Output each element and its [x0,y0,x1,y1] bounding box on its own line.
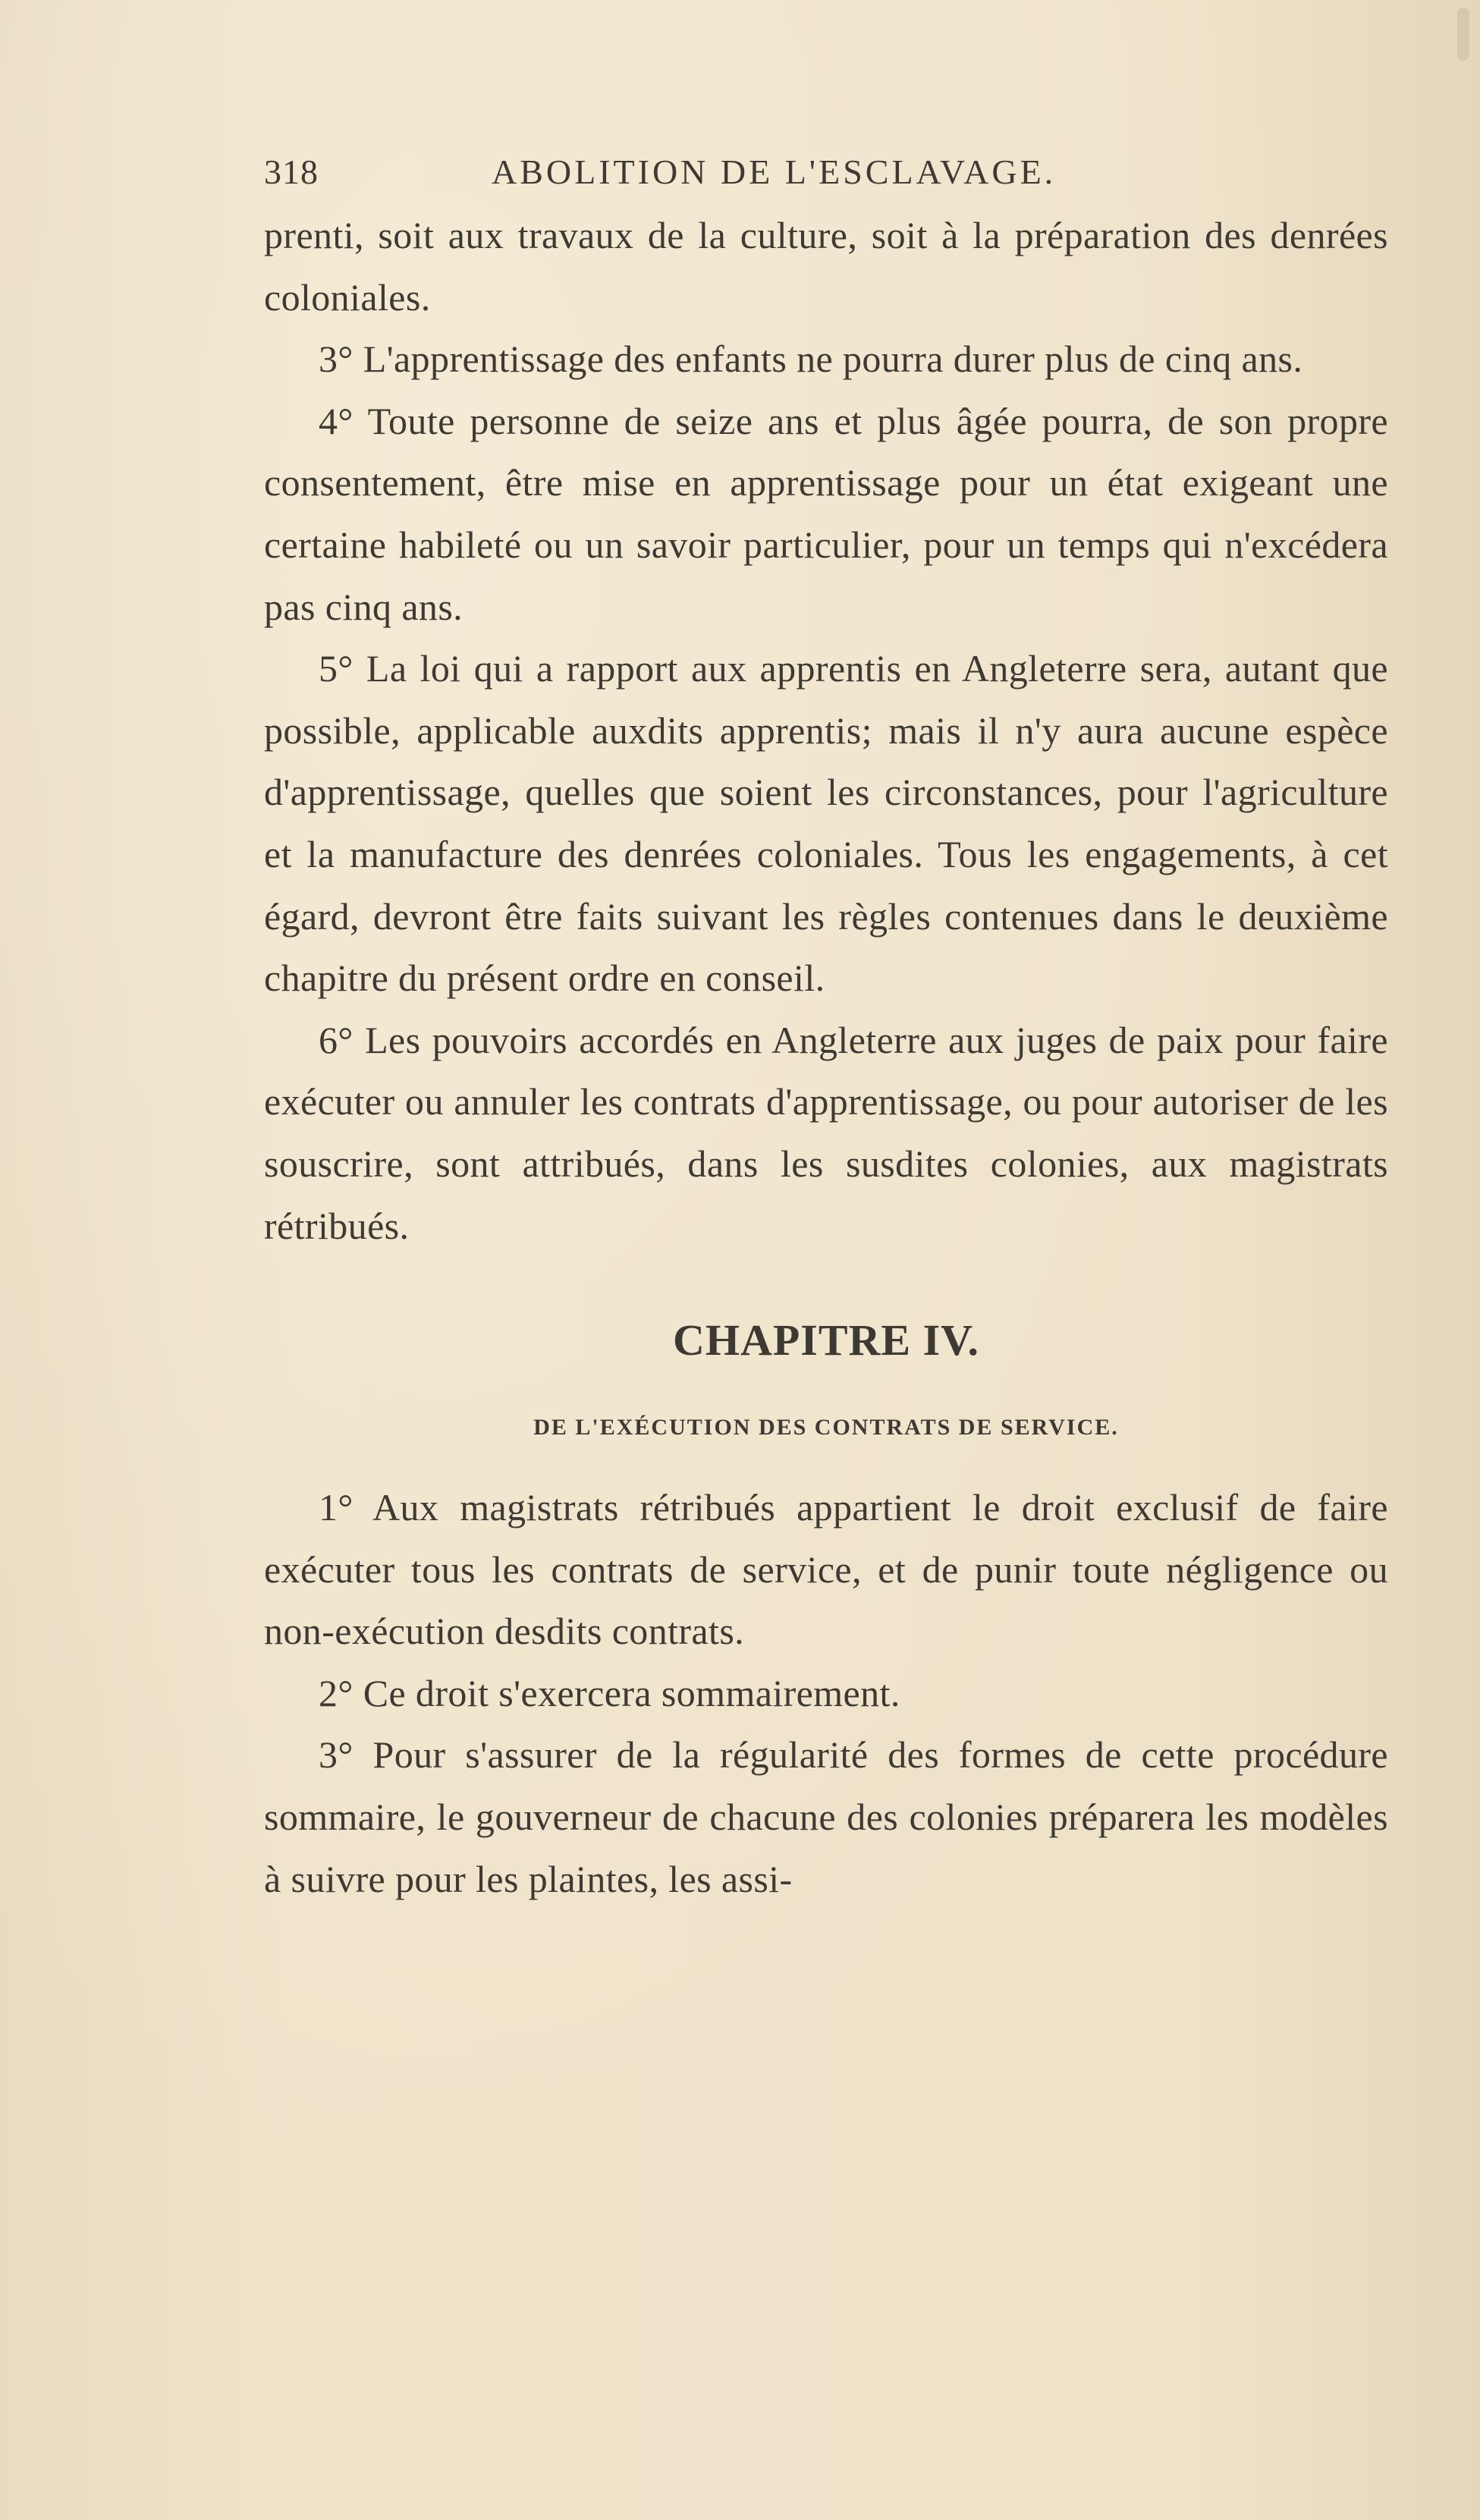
paragraph-article-6: 6° Les pouvoirs accordés en Angleterre aux juges de paix pour faire exécuter ou annuler les contrats d'apprentissage, ou pour autoriser de les souscrire, sont attribués, dans les susdites colonies, aux magistrats rétribués. [264,1018,1388,1247]
paragraph-chapter4-article-1: 1° Aux magistrats rétribués appartient le droit exclusif de faire exécuter tous les contrats de service, et de punir toute négligence ou non-exécution desdits contrats. [264,1486,1388,1653]
paragraph-chapter4-article-3: 3° Pour s'assurer de la régularité des formes de cette procédure sommaire, le gouverneur de chacune des colonies préparera les modèles à suivre pour les plaintes, les assi- [264,1733,1388,1900]
paragraph-article-4: 4° Toute personne de seize ans et plus âgée pourra, de son propre consentement, être mise en apprentissage pour un état exigeant une certaine habileté ou un savoir particulier, pour un temps qui n'excédera pas cinq ans. [264,399,1388,628]
paragraph-chapter4-article-2: 2° Ce droit s'exercera sommairement. [319,1671,900,1714]
paragraph-article-3: 3° L'apprentissage des enfants ne pourra durer plus de cinq ans. [319,338,1303,381]
page-number: 318 [264,152,319,191]
running-header [264,152,1388,205]
running-title: ABOLITION DE L'ESCLAVAGE. [492,152,1057,191]
paragraph-article-5: 5° La loi qui a rapport aux apprentis en Angleterre sera, autant que possible, applicable auxdits apprentis; mais il n'y aura aucune espèce d'apprentissage, quelles que soient les circonstances, pour l'agriculture et la manufacture des denrées coloniales. Tous les engagements, à cet égard, devront être faits suivant les règles contenues dans le deuxième chapitre du présent ordre en conseil. [264,647,1388,1000]
page-content [264,152,1388,1910]
page-edge-mark [1457,8,1469,61]
paragraph-continuation: prenti, soit aux travaux de la culture, soit à la préparation des denrées coloniales. [264,214,1388,319]
chapter-subtitle: DE L'EXÉCUTION DES CONTRATS DE SERVICE. [533,1415,1119,1441]
chapter-title: CHAPITRE IV. [672,1315,980,1365]
